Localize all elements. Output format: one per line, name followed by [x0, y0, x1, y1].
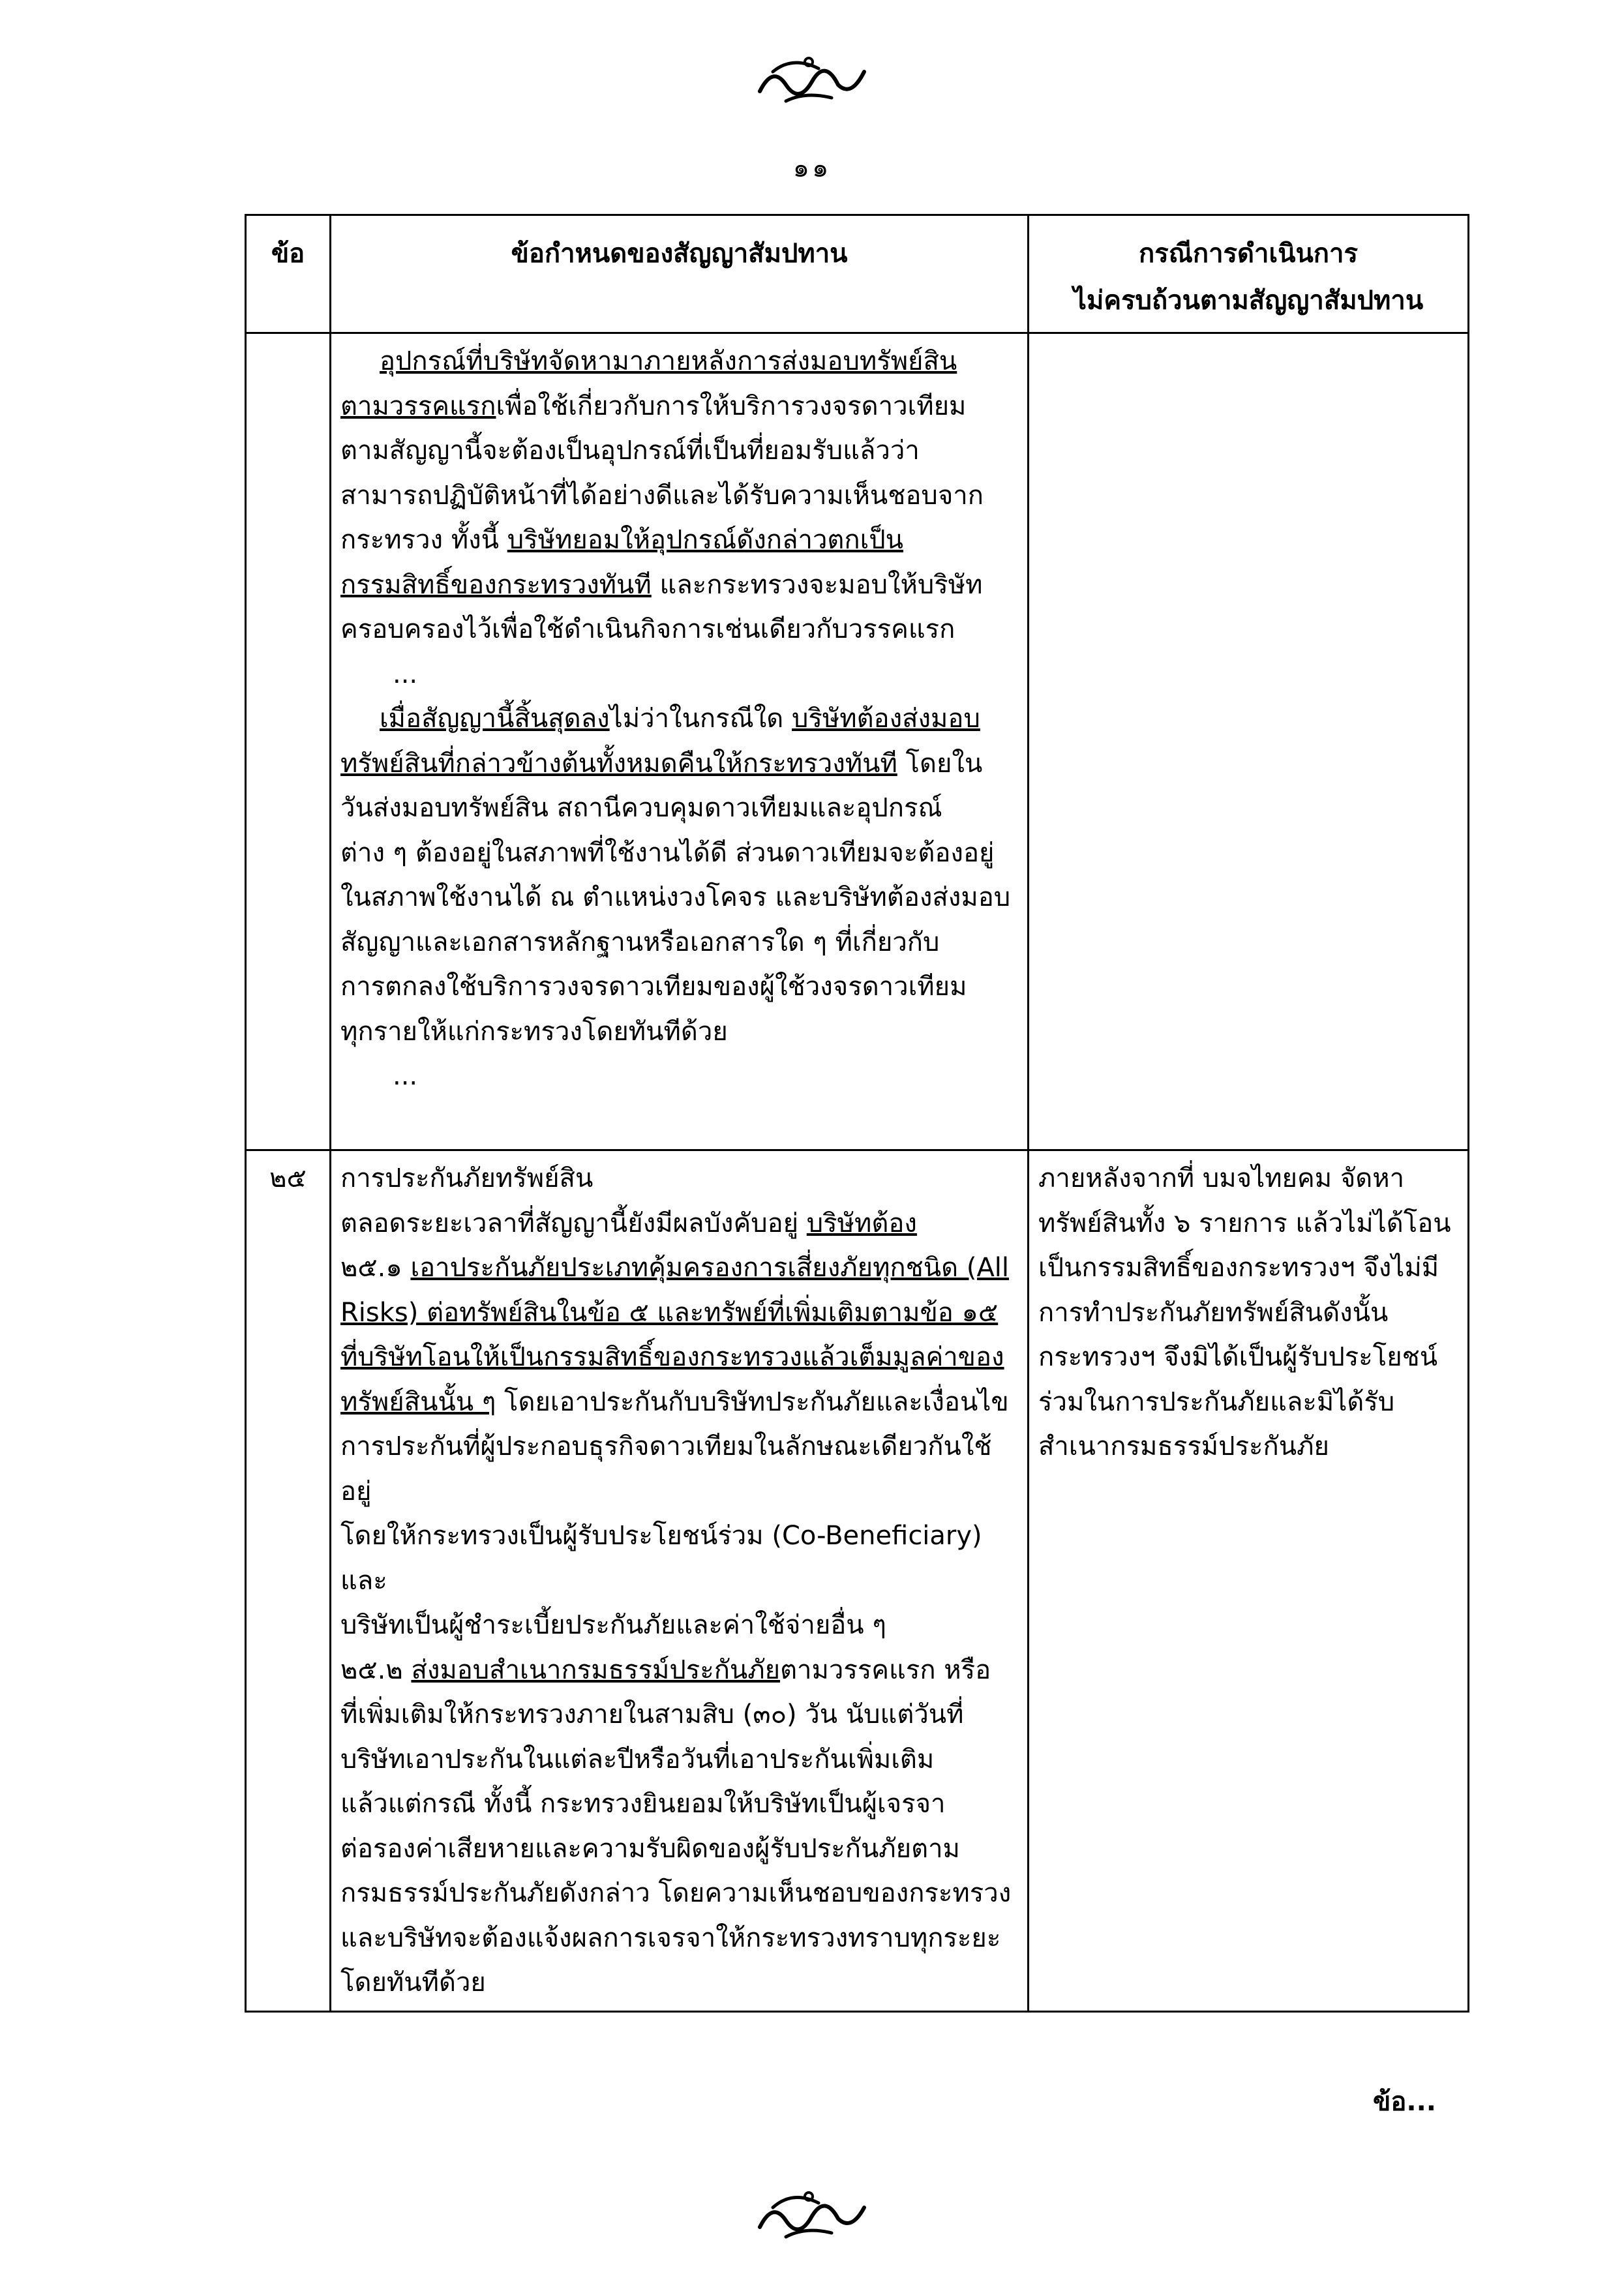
row2-line-2-pre: ตลอดระยะเวลาที่สัญญานี้ยังมีผลบังคับอยู่ [340, 1208, 807, 1238]
table-header-row [246, 215, 1469, 333]
header-noncompliance-line1: กรณีการดำเนินการ [1139, 239, 1358, 269]
row2-noncompliance-line-7: สำเนากรมธรรม์ประกันภัย [1038, 1431, 1329, 1461]
row1-line-3 [340, 428, 1018, 473]
row1b-line-5 [340, 875, 1018, 920]
row2-line-1-pre: การประกันภัยทรัพย์สิน [340, 1163, 594, 1193]
row1-line-7-pre: ครอบครองไว้เพื่อใช้ดำเนินกิจการเช่นเดียวกับวรรคแรก [340, 614, 955, 644]
row1-line-2-u: ตามวรรคแรก [340, 391, 496, 421]
row1b-line-6-pre: สัญญาและเอกสารหลักฐานหรือเอกสารใด ๆ ที่เกี่ยวกับ [340, 927, 940, 957]
row2-line-11-pre: ที่เพิ่มเติมให้กระทรวงภายในสามสิบ (๓๐) วัน นับแต่วันที่ [340, 1700, 964, 1729]
row2-line-7 [340, 1424, 1018, 1514]
row1-clause [246, 333, 331, 1150]
page-number: ๑๑ [792, 153, 832, 183]
row1-line-7 [340, 607, 1018, 652]
contract-table [245, 214, 1469, 2013]
row2-noncompliance [1029, 1150, 1469, 2012]
row2-line-2-u: บริษัทต้อง [806, 1208, 917, 1238]
row2-line-11 [340, 1692, 1018, 1737]
row1b-line-2-u: ทรัพย์สินที่กล่าวข้างต้นทั้งหมดคืนให้กระทรวงทันที [340, 748, 897, 779]
row2-line-10-u: ส่งมอบสำเนากรมธรรม์ประกันภัย [411, 1655, 781, 1685]
row2-lines-group [340, 1156, 1018, 2005]
row1-line-3-pre: ตามสัญญานี้จะต้องเป็นอุปกรณ์ที่เป็นที่ยอมรับแล้วว่า [340, 436, 920, 466]
row1-line-5-u: บริษัทยอมให้อุปกรณ์ดังกล่าวตกเป็น [507, 525, 904, 555]
row1-line-5-pre: กระทรวง ทั้งนี้ [340, 525, 507, 555]
row1-lines-group [340, 339, 1018, 652]
row2-line-17 [340, 1960, 1018, 2005]
row2-line-4-u: Risks) ต่อทรัพย์สินในข้อ ๕ และทรัพย์ที่เพิ่มเติมตามข้อ ๑๕ [340, 1297, 999, 1328]
row1-line-6-u: กรรมสิทธิ์ของกระทรวงทันที [340, 569, 652, 600]
row1-line-5 [340, 518, 1018, 563]
row1b-line-2 [340, 741, 1018, 786]
row1-line-2-post: เพื่อใช้เกี่ยวกับการให้บริการวงจรดาวเทียม [496, 391, 967, 421]
table-row [246, 333, 1469, 1150]
row2-line-17-pre: โดยทันทีด้วย [340, 1968, 486, 1998]
row1-lines2-group [340, 696, 1018, 1054]
header-noncompliance-line2: ไม่ครบถ้วนตามสัญญาสัมปทาน [1073, 286, 1424, 316]
row2-line-3-u: เอาประกันภัยประเภทคุ้มครองการเสี่ยงภัยทุกชนิด (All [410, 1253, 1010, 1283]
row1-line-4 [340, 473, 1018, 518]
row2-line-13-pre: แล้วแต่กรณี ทั้งนี้ กระทรวงยินยอมให้บริษัทเป็นผู้เจรจา [340, 1789, 946, 1819]
row2-line-5 [340, 1335, 1018, 1380]
row2-line-12-pre: บริษัทเอาประกันในแต่ละปีหรือวันที่เอาประกันเพิ่มเติม [340, 1744, 935, 1774]
row2-noncompliance-line-4: การทำประกันภัยทรัพย์สินดังนั้น [1038, 1297, 1389, 1328]
row1-ellipsis-1: ... [393, 659, 418, 689]
row2-line-2 [340, 1201, 1018, 1246]
row1-line-1 [340, 339, 1018, 384]
row2-noncompliance-line-6: ร่วมในการประกันภัยและมิได้รับ [1038, 1386, 1395, 1417]
table-row [246, 1150, 1469, 2012]
header-contract-terms: ข้อกำหนดของสัญญาสัมปทาน [331, 215, 1029, 333]
row2-line-16-pre: และบริษัทจะต้องแจ้งผลการเจรจาให้กระทรวงทราบทุกระยะ [340, 1923, 1001, 1953]
row1b-line-1-u2: บริษัทต้องส่งมอบ [791, 704, 980, 734]
row1b-line-1 [340, 696, 1018, 741]
row1b-line-8 [340, 1010, 1018, 1055]
row2-line-6-u: ทรัพย์สินนั้น ๆ [340, 1386, 496, 1417]
row2-line-16 [340, 1916, 1018, 1961]
row2-line-7-pre: การประกันที่ผู้ประกอบธุรกิจดาวเทียมในลักษณะเดียวกันใช้อยู่ [340, 1431, 992, 1506]
row2-terms [331, 1150, 1029, 2012]
row1-terms [331, 333, 1029, 1150]
row1b-line-7-pre: การตกลงใช้บริการวงจรดาวเทียมของผู้ใช้วงจรดาวเทียม [340, 972, 967, 1002]
row1-noncompliance [1029, 333, 1469, 1150]
row1b-line-1-post: ไม่ว่าในกรณีใด [609, 704, 792, 734]
row2-line-6-post: โดยเอาประกันกับบริษัทประกันภัยและเงื่อนไข [496, 1386, 1009, 1417]
row2-line-9-pre: บริษัทเป็นผู้ชำระเบี้ยประกันภัยและค่าใช้จ่ายอื่น ๆ [340, 1610, 886, 1640]
row2-line-3-pre: ๒๕.๑ [340, 1253, 411, 1283]
row1b-line-7 [340, 965, 1018, 1010]
row2-line-14-pre: ต่อรองค่าเสียหายและความรับผิดของผู้รับประกันภัยตาม [340, 1833, 960, 1864]
row1b-line-5-pre: ในสภาพใช้งานได้ ณ ตำแหน่งวงโคจร และบริษัทต้องส่งมอบ [340, 882, 1011, 912]
row1-line-6 [340, 563, 1018, 608]
row2-noncompliance-line-5: กระทรวงฯ จึงมิได้เป็นผู้รับประโยชน์ [1038, 1342, 1438, 1372]
row2-clause: ๒๕ [246, 1150, 331, 2012]
row2-line-9 [340, 1603, 1018, 1648]
row2-line-15-pre: กรมธรรม์ประกันภัยดังกล่าว โดยความเห็นชอบของกระทรวง [340, 1878, 1012, 1908]
row1-line-6-post: และกระทรวงจะมอบให้บริษัท [651, 569, 983, 600]
row1-line-4-pre: สามารถปฏิบัติหน้าที่ได้อย่างดีและได้รับความเห็นชอบจาก [340, 480, 984, 511]
row2-line-1 [340, 1156, 1018, 1201]
row2-line-10-post: ตามวรรคแรก หรือ [780, 1655, 991, 1685]
row1b-line-8-pre: ทุกรายให้แก่กระทรวงโดยทันทีด้วย [340, 1016, 728, 1047]
row1b-line-2-post: โดยใน [897, 748, 983, 779]
row1-line-2 [340, 384, 1018, 429]
row2-noncompliance-group [1038, 1156, 1458, 1469]
signature-top [747, 46, 877, 124]
row2-noncompliance-line-1: ภายหลังจากที่ บมจไทยคม จัดหา [1038, 1163, 1405, 1193]
row2-line-12 [340, 1737, 1018, 1782]
continuation-marker: ข้อ... [1373, 2087, 1436, 2117]
row1-line-1-u: อุปกรณ์ที่บริษัทจัดหามาภายหลังการส่งมอบทรัพย์สิน [380, 346, 957, 376]
row2-line-8 [340, 1514, 1018, 1603]
row2-line-10 [340, 1648, 1018, 1693]
row1b-line-3-pre: วันส่งมอบทรัพย์สิน สถานีควบคุมดาวเทียมและอุปกรณ์ [340, 793, 942, 823]
row2-noncompliance-line-3: เป็นกรรมสิทธิ์ของกระทรวงฯ จึงไม่มี [1038, 1253, 1439, 1283]
row1b-line-4-pre: ต่าง ๆ ต้องอยู่ในสภาพที่ใช้งานได้ดี ส่วนดาวเทียมจะต้องอยู่ [340, 837, 995, 868]
row2-line-15 [340, 1871, 1018, 1916]
signature-bottom [747, 2178, 877, 2256]
row1b-line-4 [340, 831, 1018, 876]
row1b-line-3 [340, 786, 1018, 831]
row2-line-13 [340, 1782, 1018, 1827]
row2-line-10-pre: ๒๕.๒ [340, 1655, 412, 1685]
row2-line-3 [340, 1246, 1018, 1291]
row2-noncompliance-line-2: ทรัพย์สินทั้ง ๖ รายการ แล้วไม่ได้โอน [1038, 1208, 1451, 1238]
row2-line-14 [340, 1827, 1018, 1872]
row2-line-4 [340, 1291, 1018, 1336]
header-clause: ข้อ [246, 215, 331, 333]
row2-line-5-u: ที่บริษัทโอนให้เป็นกรรมสิทธิ์ของกระทรวงแล้วเต็มมูลค่าของ [340, 1342, 1004, 1372]
row2-line-8-pre: โดยให้กระทรวงเป็นผู้รับประโยชน์ร่วม (Co-Beneficiary) และ [340, 1521, 982, 1596]
row1b-line-6 [340, 920, 1018, 965]
header-noncompliance [1029, 215, 1469, 333]
row1b-line-1-u: เมื่อสัญญานี้สิ้นสุดลง [380, 704, 610, 734]
row1-ellipsis-2: ... [393, 1061, 418, 1091]
row2-line-6 [340, 1380, 1018, 1425]
